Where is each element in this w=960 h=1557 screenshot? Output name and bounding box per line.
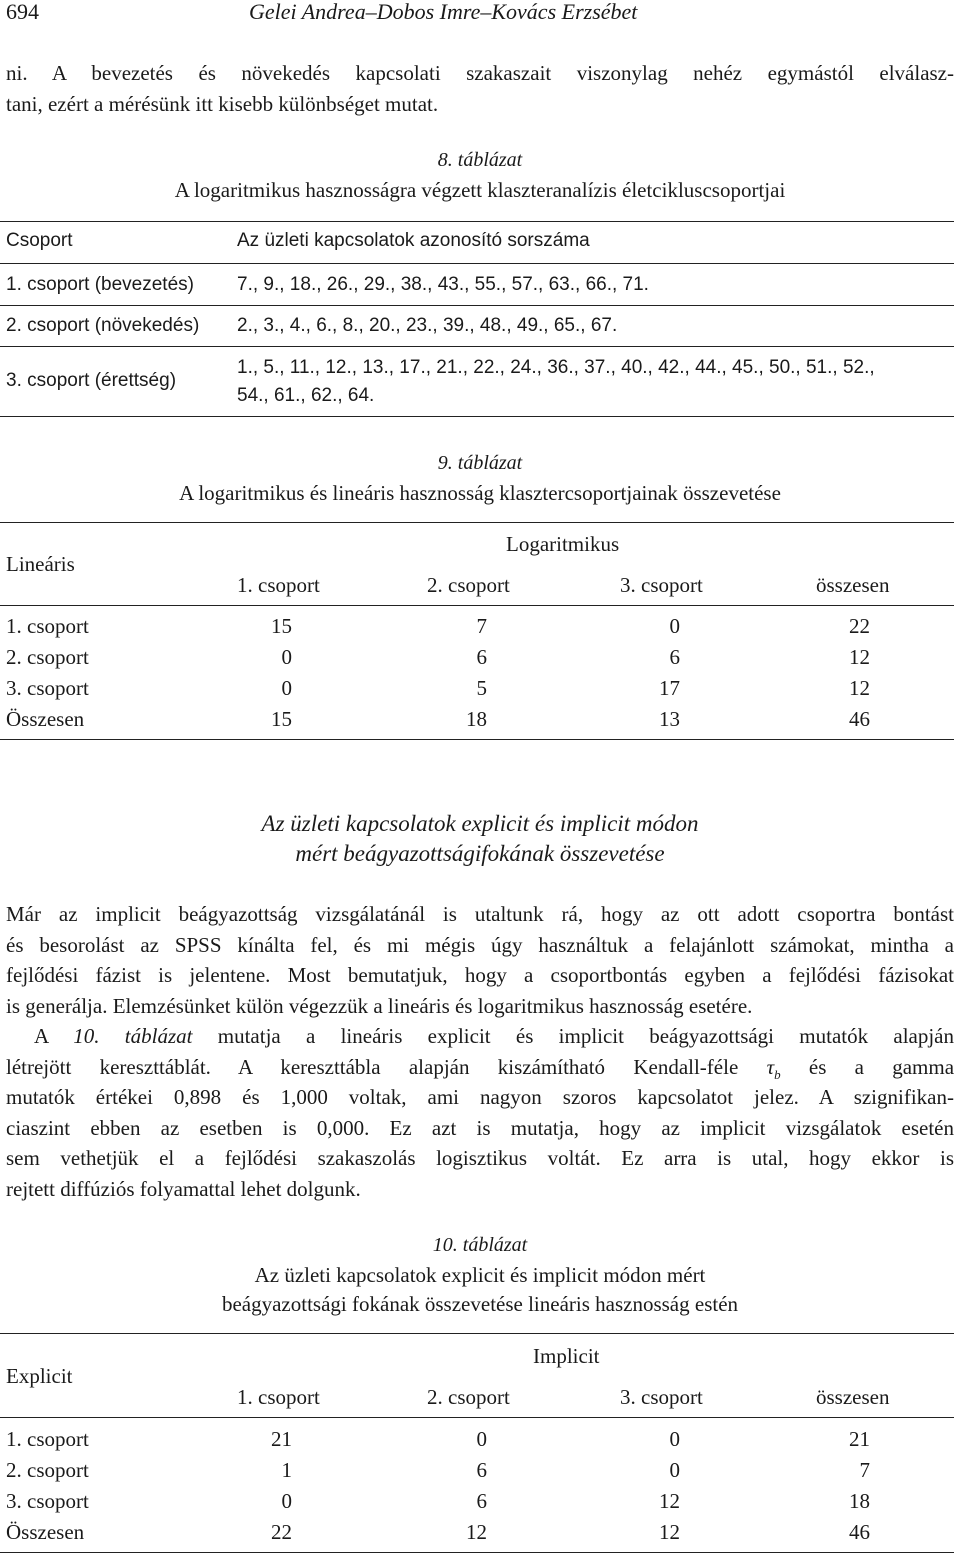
table9-row-label: Összesen bbox=[6, 707, 85, 731]
table9-cell: 6 bbox=[476, 645, 487, 669]
body-paragraph-2 bbox=[6, 1021, 954, 1204]
table10-cell: 21 bbox=[271, 1427, 292, 1451]
table10-col-header: 3. csoport bbox=[620, 1385, 703, 1409]
intro-text bbox=[6, 58, 954, 119]
tau-b-symbol: $\tau_b$ bbox=[766, 1054, 781, 1082]
table9-cell: 0 bbox=[281, 676, 292, 700]
paragraph-line: létrejött kereszttáblát. A kereszttábla alapján kiszámítható Kendall-féle $\tau_b$ és a gamma bbox=[6, 1054, 955, 1082]
paragraph-line: rejtett diffúziós folyamattal lehet dolgunk. bbox=[6, 1176, 361, 1201]
section-heading-line-1: Az üzleti kapcsolatok explicit és implicit módon bbox=[261, 811, 699, 836]
table10-col-header: 2. csoport bbox=[427, 1385, 510, 1409]
table9-col-header: összesen bbox=[816, 573, 890, 597]
table8-row-ids: 1., 5., 11., 12., 13., 17., 21., 22., 24., 36., 37., 40., 42., 44., 45., 50., 51., 52., bbox=[237, 357, 875, 378]
table9-cell: 6 bbox=[669, 645, 680, 669]
table10-header-rule bbox=[0, 1417, 954, 1418]
paragraph-line: Már az implicit beágyazottság vizsgálatánál is utaltunk rá, hogy az ott adott csoportra bontást bbox=[6, 902, 954, 926]
table8-col-ids-header: Az üzleti kapcsolatok azonosító sorszáma bbox=[237, 230, 590, 251]
page-number: 694 bbox=[6, 0, 39, 24]
paragraph-line: és besorolást az SPSS kínálta fel, és mi mégis úgy használtuk a felajánlott számokat, mintha a bbox=[6, 932, 954, 957]
table9-group-header: Logaritmikus bbox=[506, 532, 620, 556]
table10-title-line-2: beágyazottsági fokának összevetése lineáris hasznosság estén bbox=[221, 1292, 739, 1316]
paragraph-line: sem vethetjük el a fejlődési szakaszolás logisztikus voltát. Ez arra is utal, hogy ekkor is bbox=[6, 1146, 954, 1170]
table9-row-label: 1. csoport bbox=[6, 614, 89, 638]
table10-number: 10. táblázat bbox=[432, 1234, 528, 1256]
table9-cell: 7 bbox=[476, 614, 487, 638]
table-reference: 10. táblázat bbox=[73, 1024, 193, 1048]
table10-row-label: 1. csoport bbox=[6, 1427, 89, 1451]
table10-row-header: Explicit bbox=[6, 1364, 73, 1388]
table10-row-label: 3. csoport bbox=[6, 1489, 89, 1513]
table9-cell: 12 bbox=[849, 645, 870, 669]
table9-col-header: 2. csoport bbox=[427, 573, 510, 597]
table9-cell: 0 bbox=[281, 645, 292, 669]
paragraph-line: mutatók értékei 0,898 és 1,000 voltak, ami nagyon szoros kapcsolatot jelez. A szignifikan- bbox=[6, 1085, 954, 1109]
table10-cell: 0 bbox=[669, 1458, 680, 1482]
intro-line-2: tani, ezért a mérésünk itt kisebb különbséget mutat. bbox=[6, 91, 439, 116]
table9-cell: 46 bbox=[849, 707, 870, 731]
table10-cell: 12 bbox=[659, 1489, 680, 1513]
table8-header-rule bbox=[0, 263, 954, 264]
table9-cell: 18 bbox=[466, 707, 487, 731]
table10-cell: 6 bbox=[476, 1458, 487, 1482]
table8-row-rule bbox=[0, 305, 954, 306]
table10-col-header: 1. csoport bbox=[237, 1385, 320, 1409]
table8-row-group: 1. csoport (bevezetés) bbox=[6, 274, 194, 295]
table9-cell: 22 bbox=[849, 614, 870, 638]
table8-number: 8. táblázat bbox=[437, 149, 523, 171]
table8-row-group: 3. csoport (érettség) bbox=[6, 370, 177, 391]
table9-number: 9. táblázat bbox=[437, 452, 523, 474]
table8-col-group-header: Csoport bbox=[6, 230, 73, 251]
table9-cell: 5 bbox=[476, 676, 487, 700]
table9-cell: 0 bbox=[669, 614, 680, 638]
table8-row-group: 2. csoport (növekedés) bbox=[6, 315, 200, 336]
table9-row-label: 3. csoport bbox=[6, 676, 89, 700]
table10-cell: 12 bbox=[659, 1520, 680, 1544]
table10-cell: 46 bbox=[849, 1520, 870, 1544]
table9-cell: 15 bbox=[271, 614, 292, 638]
table9-cell: 17 bbox=[659, 676, 680, 700]
table10-cell: 0 bbox=[476, 1427, 487, 1451]
table10-cell: 0 bbox=[669, 1427, 680, 1451]
table8-row-rule bbox=[0, 346, 954, 347]
table10-cell: 0 bbox=[281, 1489, 292, 1513]
table8-bottom-rule bbox=[0, 416, 954, 417]
table9-row-header: Lineáris bbox=[6, 552, 75, 576]
table10-cell: 22 bbox=[271, 1520, 292, 1544]
table9-cell: 15 bbox=[271, 707, 292, 731]
table10-cell: 6 bbox=[476, 1489, 487, 1513]
table8-row-ids: 54., 61., 62., 64. bbox=[237, 385, 375, 406]
table10-group-header: Implicit bbox=[533, 1344, 600, 1368]
table10-top-rule bbox=[0, 1333, 954, 1334]
table9-cell: 13 bbox=[659, 707, 680, 731]
paragraph-line: ciaszint ebben az esetben is 0,000. Ez azt is mutatja, hogy az implicit vizsgálatok esetén bbox=[6, 1115, 954, 1140]
table8-row-ids: 7., 9., 18., 26., 29., 38., 43., 55., 57., 63., 66., 71. bbox=[237, 274, 649, 295]
table10-cell: 18 bbox=[849, 1489, 870, 1513]
table10-row-label: Összesen bbox=[6, 1520, 85, 1544]
table10-bottom-rule bbox=[0, 1552, 954, 1553]
paragraph-line: is generálja. Elemzésünket külön végezzük a lineáris és logaritmikus hasznosság esetére. bbox=[6, 993, 753, 1018]
table10-cell: 12 bbox=[466, 1520, 487, 1544]
table9-bottom-rule bbox=[0, 739, 954, 740]
table10-cell: 7 bbox=[859, 1458, 870, 1482]
body-paragraph-1 bbox=[6, 899, 954, 1021]
table9-row-label: 2. csoport bbox=[6, 645, 89, 669]
table10-row-label: 2. csoport bbox=[6, 1458, 89, 1482]
table9-cell: 12 bbox=[849, 676, 870, 700]
table8-title: A logaritmikus hasznosságra végzett klaszteranalízis életcikluscsoportjai bbox=[174, 178, 786, 202]
table9-col-header: 1. csoport bbox=[237, 573, 320, 597]
table9-top-rule bbox=[0, 522, 954, 523]
running-title: Gelei Andrea–Dobos Imre–Kovács Erzsébet bbox=[249, 0, 638, 24]
table9-header-rule bbox=[0, 605, 954, 606]
paragraph-line: fejlődési fázist is jelentene. Most bemutatjuk, hogy a csoportbontás egyben a fejlődési fázisokat bbox=[6, 963, 954, 987]
table8-row-ids: 2., 3., 4., 6., 8., 20., 23., 39., 48., 49., 65., 67. bbox=[237, 315, 618, 336]
table8-top-rule bbox=[0, 221, 954, 222]
table9-title: A logaritmikus és lineáris hasznosság klasztercsoportjainak összevetése bbox=[179, 481, 781, 505]
section-heading-line-2: mért beágyazottságifokának összevetése bbox=[295, 841, 665, 866]
table10-cell: 1 bbox=[281, 1458, 292, 1482]
table10-title-line-1: Az üzleti kapcsolatok explicit és implicit módon mért bbox=[254, 1263, 706, 1287]
table10-cell: 21 bbox=[849, 1427, 870, 1451]
table10-col-header: összesen bbox=[816, 1385, 890, 1409]
intro-line-1: ni. A bevezetés és növekedés kapcsolati szakaszait viszonylag nehéz egymástól elválasz- bbox=[6, 61, 954, 85]
paragraph-line: A 10. táblázat mutatja a lineáris explicit és implicit beágyazottsági mutatók alapján bbox=[34, 1024, 954, 1048]
table9-col-header: 3. csoport bbox=[620, 573, 703, 597]
